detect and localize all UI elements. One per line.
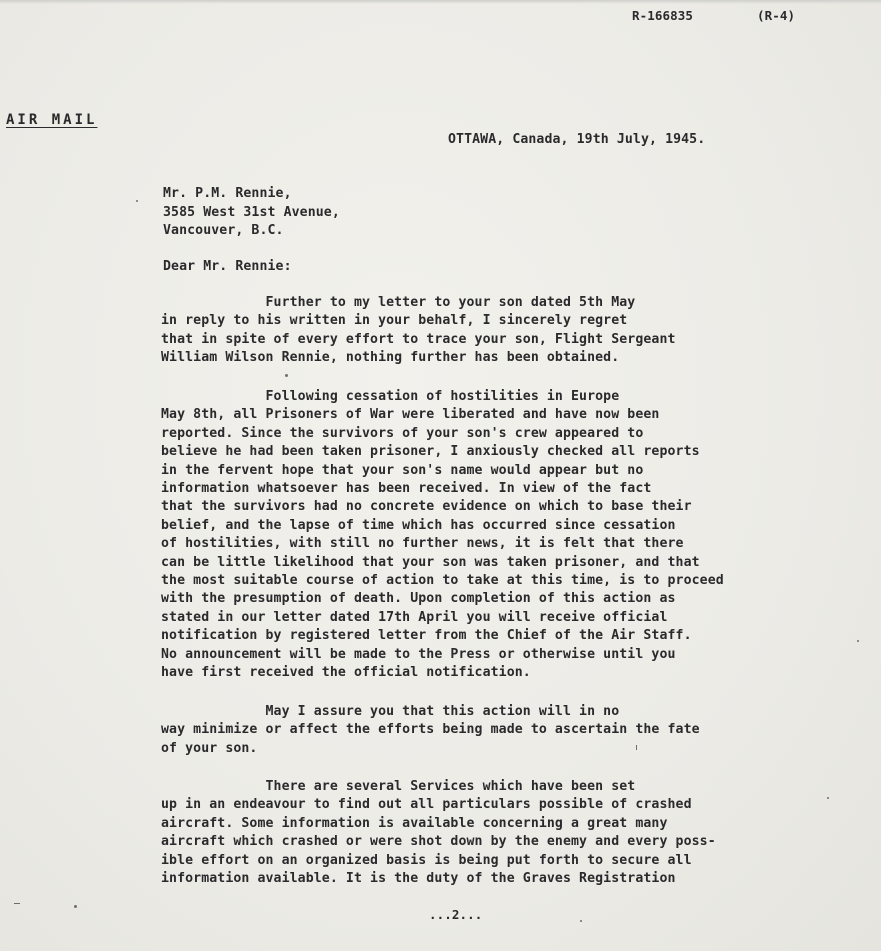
paper-speck	[580, 920, 582, 922]
paper-speck	[14, 903, 20, 904]
paragraph-4	[161, 778, 861, 888]
paragraph-line: have first received the official notification.	[161, 665, 531, 681]
paragraph-line: There are several Services which have been set	[161, 779, 636, 794]
paragraph-line: reported. Since the survivors of your son's crew appeared to	[161, 425, 644, 441]
paragraph-line: Further to my letter to your son dated 5th May	[161, 295, 636, 310]
reference-number: R-166835	[632, 8, 694, 23]
paper-speck	[827, 797, 829, 799]
paragraph-line: notification by registered letter from the Chief of the Air Staff.	[161, 628, 692, 644]
paragraph-3	[161, 703, 861, 758]
paragraph-line: can be little likelihood that your son was taken prisoner, and that	[161, 554, 700, 570]
paragraph-line: aircraft which crashed or were shot down by the enemy and every poss-	[161, 834, 716, 850]
paragraph-line: that the survivors had no concrete evidence on which to base their	[161, 499, 692, 515]
recipient-name: Mr. P.M. Rennie,	[163, 186, 292, 201]
paper-speck	[136, 200, 138, 202]
paragraph-line: in reply to his written in your behalf, I sincerely regret	[161, 313, 628, 329]
paper-speck	[636, 745, 637, 750]
paragraph-line: in the fervent hope that your son's name would appear but no	[161, 462, 644, 478]
salutation: Dear Mr. Rennie:	[163, 259, 292, 274]
paragraph-line: May I assure you that this action will in no	[161, 704, 620, 719]
paragraph-line: William Wilson Rennie, nothing further has been obtained.	[161, 350, 620, 366]
paragraph-line: of hostilities, with still no further news, it is felt that there	[161, 536, 684, 552]
recipient-street: 3585 West 31st Avenue,	[163, 205, 340, 220]
paragraph-line: information available. It is the duty of the Graves Registration	[161, 871, 676, 887]
dateline: OTTAWA, Canada, 19th July, 1945.	[448, 132, 706, 147]
air-mail-label: AIR MAIL	[6, 112, 98, 128]
reference-suffix: (R-4)	[757, 8, 796, 23]
paragraph-2	[161, 388, 861, 683]
recipient-city: Vancouver, B.C.	[163, 223, 284, 238]
page-top-edge	[0, 0, 881, 4]
paragraph-line: with the presumption of death. Upon completion of this action as	[161, 591, 676, 607]
paper-speck	[285, 374, 288, 377]
paragraph-line: up in an endeavour to find out all particulars possible of crashed	[161, 797, 692, 813]
paragraph-1	[161, 294, 861, 368]
paragraph-line: way minimize or affect the efforts being made to ascertain the fate	[161, 722, 700, 738]
paragraph-line: stated in our letter dated 17th April you will receive official	[161, 609, 668, 625]
paragraph-line: May 8th, all Prisoners of War were liberated and have now been	[161, 407, 660, 423]
paragraph-line: aircraft. Some information is available concerning a great many	[161, 815, 668, 831]
paragraph-line: of your son.	[161, 740, 258, 756]
paper-speck	[857, 640, 859, 642]
paragraph-line: believe he had been taken prisoner, I anxiously checked all reports	[161, 444, 700, 460]
paragraph-line: belief, and the lapse of time which has occurred since cessation	[161, 517, 676, 533]
paragraph-line: information whatsoever has been received. In view of the fact	[161, 481, 652, 497]
paragraph-line: No announcement will be made to the Press or otherwise until you	[161, 646, 676, 662]
paragraph-line: Following cessation of hostilities in Europe	[161, 389, 620, 404]
paragraph-line: that in spite of every effort to trace your son, Flight Sergeant	[161, 331, 676, 347]
paper-speck	[74, 905, 77, 908]
paragraph-line: ible effort on an organized basis is being put forth to secure all	[161, 852, 692, 868]
paragraph-line: the most suitable course of action to take at this time, is to proceed	[161, 573, 724, 589]
page-continuation-marker: ...2...	[429, 907, 483, 922]
